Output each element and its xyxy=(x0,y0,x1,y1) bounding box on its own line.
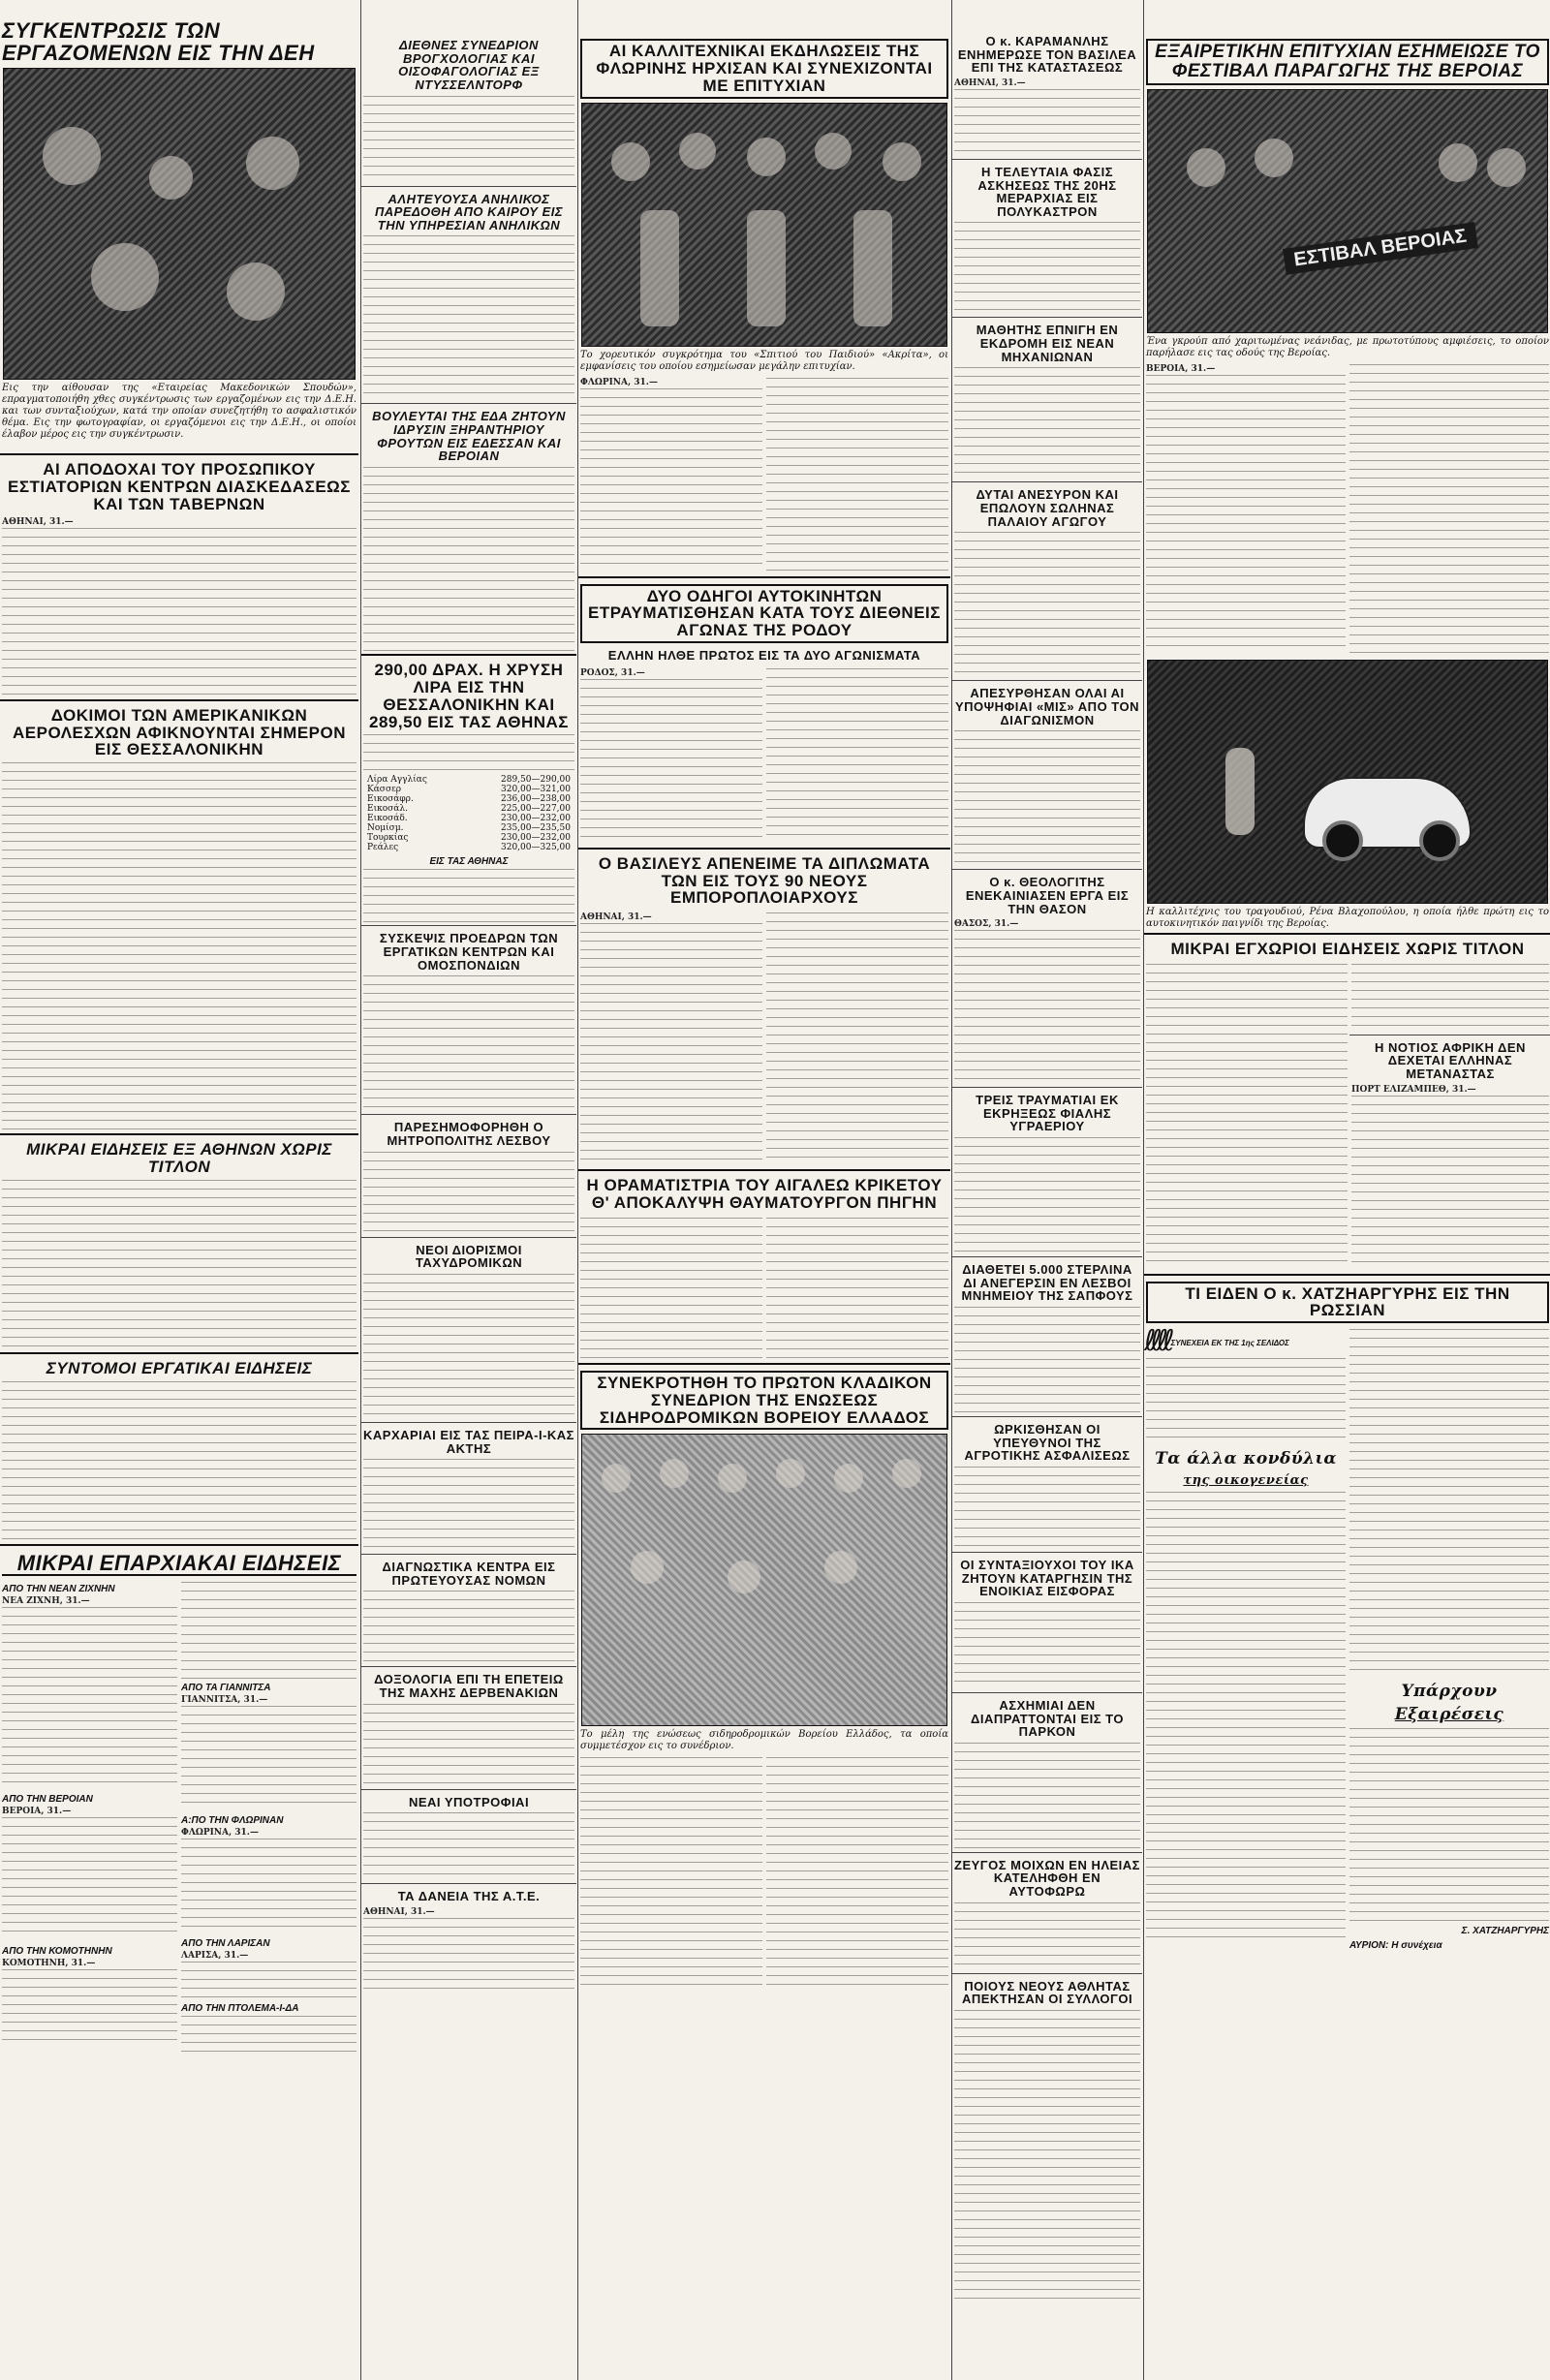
headline-20th-division: Η ΤΕΛΕΥΤΑΙΑ ΦΑΣΙΣ ΑΣΚΗΣΕΩΣ ΤΗΣ 20ΗΣ ΜΕΡΑΡΧΙΑΣ ΕΙΣ ΠΟΛΥΚΑΣΤΡΟΝ xyxy=(977,164,1117,219)
headline-sharks-piraeus: ΚΑΡΧΑΡΙΑΙ ΕΙΣ ΤΑΣ ΠΕΙΡΑ-Ι-ΚΑΣ ΑΚΤΗΣ xyxy=(363,1427,574,1456)
headline-postal-appointments: ΝΕΟΙ ΔΙΟΡΙΣΜΟΙ ΤΑΧΥΔΡΟΜΙΚΩΝ xyxy=(415,1242,523,1271)
gold-row: Εικοσάλ. 225,00—227,00 xyxy=(367,804,571,815)
subhead-other-items: Τα άλλα κονδύλια xyxy=(1155,1449,1337,1469)
column-5 xyxy=(1143,0,1550,2380)
photo-railway-congress xyxy=(581,1434,947,1726)
headline-eda-dryer: ΒΟΥΛΕΥΤΑΙ ΤΗΣ ΕΔΑ ΖΗΤΟΥΝ ΙΔΡΥΣΙΝ ΞΗΡΑΝΤΗΡΙΟΥ ΦΡΟΥΤΩΝ ΕΙΣ ΕΔΕΣΣΑΝ ΚΑΙ ΒΕΡΟΙΑΝ xyxy=(372,409,566,464)
headline-athens-short-news: ΜΙΚΡΑΙ ΕΙΔΗΣΕΙΣ ΕΞ ΑΘΗΝΩΝ ΧΩΡΙΣ ΤΙΤΛΟΝ xyxy=(26,1140,332,1177)
headline-king-diplomas: Ο ΒΑΣΙΛΕΥΣ ΑΠΕΝΕΙΜΕ ΤΑ ΔΙΠΛΩΜΑΤΑ ΤΩΝ ΕΙΣ ΤΟΥΣ 90 ΝΕΟΥΣ ΕΜΠΟΡΟΠΛΟΙΑΡΧΟΥΣ xyxy=(598,853,931,908)
caption-festival-parade: Ένα γκρούπ από χαριτωμένας νεάνιδας, με πρωτοτύπους αμφιέσεις, το οποίον παρήλασε εις τας οδούς της Βεροίας. xyxy=(1146,335,1549,358)
dateline: ΝΕΑ ΖΙΧΝΗ, 31.— xyxy=(2,1595,90,1606)
photo-dei-workers xyxy=(3,68,356,380)
subhead-exceptions: Εξαιρέσεις xyxy=(1394,1705,1504,1725)
headline-new-athletes: ΠΟΙΟΥΣ ΝΕΟΥΣ ΑΘΛΗΤΑΣ ΑΠΕΚΤΗΣΑΝ ΟΙ ΣΥΛΛΟΓΟΙ xyxy=(961,1978,1133,2007)
headline-veroia-festival: ΕΞΑΙΡΕΤΙΚΗΝ ΕΠΙΤΥΧΙΑΝ ΕΣΗΜΕΙΩΣΕ ΤΟ ΦΕΣΤΙΒΑΛ ΠΑΡΑΓΩΓΗΣ ΤΗΣ ΒΕΡΟΙΑΣ xyxy=(1146,39,1549,85)
signature: Σ. ΧΑΤΖΗΑΡΓΥΡΗΣ xyxy=(1461,1926,1549,1937)
gold-row: Νομίσμ. 235,00—235,50 xyxy=(367,823,571,834)
dateline: ΑΘΗΝΑΙ, 31.— xyxy=(954,77,1026,88)
caption-railway-congress: Το μέλη της ενώσεως σιδηροδρομικών Βορείου Ελλάδος, τα οποία συμμετέσχον εις το συνέδριον. xyxy=(580,1729,948,1752)
sub-veroia: ΑΠΟ ΤΗΝ ΒΕΡΟΙΑΝ xyxy=(2,1793,93,1805)
dateline: ΡΟΔΟΣ, 31.— xyxy=(580,667,645,678)
headline-diagnostic-centers: ΔΙΑΓΝΩΣΤΙΚΑ ΚΕΝΤΡΑ ΕΙΣ ΠΡΩΤΕΥΟΥΣΑΣ ΝΟΜΩΝ xyxy=(382,1560,556,1588)
festival-banner: ΕΣΤΙΒΑΛ ΒΕΡΟΙΑΣ xyxy=(1283,222,1477,275)
headline-park-incidents: ΑΣΧΗΜΙΑΙ ΔΕΝ ΔΙΑΠΡΑΤΤΟΝΤΑΙ ΕΙΣ ΤΟ ΠΑΡΚΟΝ xyxy=(971,1697,1124,1740)
sub-giannitsa: ΑΠΟ ΤΑ ΓΙΑΝΝΙΤΣΑ xyxy=(181,1682,271,1693)
headline-gas-explosion: ΤΡΕΙΣ ΤΡΑΥΜΑΤΙΑΙ ΕΚ ΕΚΡΗΞΕΩΣ ΦΙΑΛΗΣ ΥΓΡΑΕΡΙΟΥ xyxy=(976,1093,1119,1134)
continued-note: ΣΥΝΕΧΕΙΑ ΕΚ ΤΗΣ 1ης ΣΕΛΙΔΟΣ xyxy=(1170,1338,1289,1347)
headline-karamanlis-king: Ο κ. ΚΑΡΑΜΑΝΛΗΣ ΕΝΗΜΕΡΩΣΕ ΤΟΝ ΒΑΣΙΛΕΑ ΕΠΙ ΤΗΣ ΚΑΤΑΣΤΑΣΕΩΣ xyxy=(957,34,1137,76)
headline-dervenakia-doxology: ΔΟΞΟΛΟΓΙΑ ΕΠΙ ΤΗ ΕΠΕΤΕΙΩ ΤΗΣ ΜΑΧΗΣ ΔΕΡΒΕΝΑΚΙΩΝ xyxy=(374,1672,564,1701)
headline-vagrant-minor: ΑΛΗΤΕΥΟΥΣΑ ΑΝΗΛΙΚΟΣ ΠΑΡΕΔΟΘΗ ΑΠΟ ΚΑΙΡΟΥ ΕΙΣ ΤΗΝ ΥΠΗΡΕΣΙΑΝ ΑΝΗΛΙΚΩΝ xyxy=(374,191,564,232)
dateline: ΛΑΡΙΣΑ, 31.— xyxy=(181,1950,249,1961)
headline-bronchology-congress: ΔΙΕΘΝΕΣ ΣΥΝΕΔΡΙΟΝ ΒΡΟΓΧΟΛΟΓΙΑΣ ΚΑΙ ΟΙΣΟΦΑΓΟΛΟΓΙΑΣ ΕΞ ΝΤΥΣΣΕΛΝΤΟΡΦ xyxy=(398,38,540,92)
caption-dei-workers: Εις την αίθουσαν της «Εταιρείας Μακεδονικών Σπουδών», επραγματοποιήθη χθες συγκέντρωσις των εργαζομένων εις την Δ.Ε.Η. και των συνταξιούχων, κατά την οποίαν συνεζητήθη το ασφαλιστικόν θέμα. Εις την φωτογραφίαν, οι εργαζόμενοι εις την Δ.Ε.Η., οι οποίοι έλαβον μέρος εις την συγκέντρωσιν. xyxy=(2,383,356,441)
headline-agricultural-insurance: ΩΡΚΙΣΘΗΣΑΝ ΟΙ ΥΠΕΥΘΥΝΟΙ ΤΗΣ ΑΓΡΟΤΙΚΗΣ ΑΣΦΑΛΙΣΕΩΣ xyxy=(964,1422,1131,1464)
column-1 xyxy=(0,0,358,2380)
column-2 xyxy=(360,0,576,2380)
headline-divers-pipes: ΔΥΤΑΙ ΑΝΕΣΥΡΟΝ ΚΑΙ ΕΠΩΛΟΥΝ ΣΩΛΗΝΑΣ ΠΑΛΑΙΟΥ ΑΓΩΓΟΥ xyxy=(976,487,1119,529)
dateline: ΠΟΡΤ ΕΛΙΖΑΜΠΕΘ, 31.— xyxy=(1351,1084,1476,1095)
caption-car-singer: Η καλλιτέχνις του τραγουδιού, Ρένα Βλαχοπούλου, η οποία ήλθε πρώτη εις το αυτοκινητικόν παιγνίδι της Βεροίας. xyxy=(1146,906,1549,929)
column-4 xyxy=(951,0,1142,2380)
headline-florina-events: ΑΙ ΚΑΛΛΙΤΕΧΝΙΚΑΙ ΕΚΔΗΛΩΣΕΙΣ ΤΗΣ ΦΛΩΡΙΝΗΣ ΗΡΧΙΣΑΝ ΚΑΙ ΣΥΝΕΧΙΖΟΝΤΑΙ ΜΕ ΕΠΙΤΥΧΙΑΝ xyxy=(580,39,948,99)
sub-nea-zichni: ΑΠΟ ΤΗΝ ΝΕΑΝ ΖΙΧΝΗΝ xyxy=(2,1583,115,1594)
dateline: ΑΘΗΝΑΙ, 31.— xyxy=(580,912,652,923)
headline-railway-congress: ΣΥΝΕΚΡΟΤΗΘΗ ΤΟ ΠΡΩΤΟΝ ΚΛΑΔΙΚΟΝ ΣΥΝΕΔΡΙΟΝ ΤΗΣ ΕΝΩΣΕΩΣ ΣΙΔΗΡΟΔΡΟΜΙΚΩΝ ΒΟΡΕΙΟΥ ΕΛΛΑΔΟΣ xyxy=(580,1371,948,1431)
dateline: ΦΛΩΡΙΝΑ, 31.— xyxy=(580,377,658,387)
subhead-rhodes-racing: ΕΛΛΗΝ ΗΛΘΕ ΠΡΩΤΟΣ ΕΙΣ ΤΑ ΔΥΟ ΑΓΩΝΙΣΜΑΤΑ xyxy=(607,648,921,664)
wheel-shape xyxy=(1419,820,1460,861)
dateline: ΒΕΡΟΙΑ, 31.— xyxy=(1146,363,1216,374)
headline-dei-gathering: ΣΥΓΚΕΝΤΡΩΣΙΣ ΤΩΝ ΕΡΓΑΖΟΜΕΝΩΝ ΕΙΣ ΤΗΝ ΔΕΗ xyxy=(2,18,315,66)
gold-row: Ρεάλες 320,00—325,00 xyxy=(367,843,571,853)
dateline: ΒΕΡΟΙΑ, 31.— xyxy=(2,1806,72,1816)
photo-florina-dancers xyxy=(581,103,947,347)
headline-theologitis-thasos: Ο κ. ΘΕΟΛΟΓΙΤΗΣ ΕΝΕΚΑΙΝΙΑΣΕΝ ΕΡΓΑ ΕΙΣ ΤΗΝ ΘΑΣΟΝ xyxy=(965,875,1130,916)
headline-hatziargyris-russia: ΤΙ ΕΙΔΕΝ Ο κ. ΧΑΤΖΗΑΡΓΥΡΗΣ ΕΙΣ ΤΗΝ ΡΩΣΣΙΑΝ xyxy=(1146,1282,1549,1324)
dateline: ΚΟΜΟΤΗΝΗ, 31.— xyxy=(2,1958,96,1968)
sub-athens-gold: ΕΙΣ ΤΑΣ ΑΘΗΝΑΣ xyxy=(429,856,509,868)
dateline: ΑΘΗΝΑΙ, 31.— xyxy=(2,516,74,527)
gold-row: Εικοσάδ. 230,00—232,00 xyxy=(367,814,571,824)
subhead-there-are: Υπάρχουν xyxy=(1401,1682,1498,1702)
headline-american-aeroclubs: ΔΟΚΙΜΟΙ ΤΩΝ ΑΜΕΡΙΚΑΝΙΚΩΝ ΑΕΡΟΛΕΣΧΩΝ ΑΦΙΚΝΟΥΝΤΑΙ ΣΗΜΕΡΟΝ ΕΙΣ ΘΕΣΣΑΛΟΝΙΚΗΝ xyxy=(12,705,347,759)
headline-adulterers-ilia: ΖΕΥΓΟΣ ΜΟΙΧΩΝ ΕΝ ΗΛΕΙΑΣ ΚΑΤΕΛΗΦΘΗ ΕΝ ΑΥΤΟΦΩΡΩ xyxy=(954,1857,1140,1900)
subhead-family: της οικογενείας xyxy=(1183,1473,1309,1489)
gold-row: Κάσσερ 320,00—321,00 xyxy=(367,785,571,795)
headline-lesvos-metropolitan: ΠΑΡΕΣΗΜΟΦΟΡΗΘΗ Ο ΜΗΤΡΟΠΟΛΙΤΗΣ ΛΕΣΒΟΥ xyxy=(387,1120,551,1148)
sub-komotini: ΑΠΟ ΤΗΝ ΚΟΜΟΤΗΝΗΝ xyxy=(2,1945,112,1957)
column-3 xyxy=(577,0,950,2380)
dateline: ΦΛΩΡΙΝΑ, 31.— xyxy=(181,1827,259,1838)
headline-local-news: ΜΙΚΡΑΙ ΕΓΧΩΡΙΟΙ ΕΙΔΗΣΕΙΣ ΧΩΡΙΣ ΤΙΤΛΟΝ xyxy=(1170,939,1525,958)
dateline: ΑΘΗΝΑΙ, 31.— xyxy=(363,1907,435,1918)
headline-south-africa: Η ΝΟΤΙΟΣ ΑΦΡΙΚΗ ΔΕΝ ΔΕΧΕΤΑΙ ΕΛΛΗΝΑΣ ΜΕΤΑΝΑΣΤΑΣ xyxy=(1375,1039,1526,1081)
dateline: ΓΙΑΝΝΙΤΣΑ, 31.— xyxy=(181,1694,268,1705)
photo-car-singer xyxy=(1147,660,1548,904)
gold-row: Τουρκίας 230,00—232,00 xyxy=(367,833,571,844)
gold-row: Εικοσάφρ. 236,00—238,00 xyxy=(367,794,571,805)
ornament-icon: ℓℓℓℓ xyxy=(1144,1324,1169,1359)
headline-ika-pensioners: ΟΙ ΣΥΝΤΑΞΙΟΥΧΟΙ ΤΟΥ ΙΚΑ ΖΗΤΟΥΝ ΚΑΤΑΡΓΗΣΙΝ ΤΗΣ ΕΝΟΙΚΙΑΣ ΕΙΣΦΟΡΑΣ xyxy=(960,1557,1134,1599)
headline-new-scholarships: ΝΕΑΙ ΥΠΟΤΡΟΦΙΑΙ xyxy=(408,1794,530,1809)
dateline: ΘΑΣΟΣ, 31.— xyxy=(954,919,1019,930)
sub-ptolemaida: ΑΠΟ ΤΗΝ ΠΤΟΛΕΜΑ-Ι-ΔΑ xyxy=(181,2002,299,2014)
gold-row: Λίρα Αγγλίας 289,50—290,00 xyxy=(367,775,571,786)
headline-aigaleo-visionary: Η ΟΡΑΜΑΤΙΣΤΡΙΑ ΤΟΥ ΑΙΓΑΛΕΩ ΚΡΙΚΕΤΟΥ Θ' ΑΠΟΚΑΛΥΨΗ ΘΑΥΜΑΤΟΥΡΓΟΝ ΠΗΓΗΝ xyxy=(586,1176,943,1213)
sub-larisa: ΑΠΟ ΤΗΝ ΛΑΡΙΣΑΝ xyxy=(181,1937,270,1949)
headline-rhodes-racing: ΔΥΟ ΟΔΗΓΟΙ ΑΥΤΟΚΙΝΗΤΩΝ ΕΤΡΑΥΜΑΤΙΣΘΗΣΑΝ ΚΑΤΑ ΤΟΥΣ ΔΙΕΘΝΕΙΣ ΑΓΩΝΑΣ ΤΗΣ ΡΟΔΟΥ xyxy=(580,584,948,644)
headline-labor-news: ΣΥΝΤΟΜΟΙ ΕΡΓΑΤΙΚΑΙ ΕΙΔΗΣΕΙΣ xyxy=(46,1358,313,1377)
headline-miss-withdrawn: ΑΠΕΣΥΡΘΗΣΑΝ ΟΛΑΙ ΑΙ ΥΠΟΨΗΦΙΑΙ «ΜΙΣ» ΑΠΟ ΤΟΝ ΔΙΑΓΩΝΙΣΜΟΝ xyxy=(954,686,1139,727)
wheel-shape xyxy=(1322,820,1363,861)
headline-sappho-monument: ΔΙΑΘΕΤΕΙ 5.000 ΣΤΕΡΛΙΝΑ ΔΙ ΑΝΕΓΕΡΣΙΝ ΕΝ ΛΕΣΒΟΙ ΜΝΗΜΕΙΟΥ ΤΗΣ ΣΑΠΦΟΥΣ xyxy=(961,1262,1133,1304)
caption-florina-dancers: Το χορευτικόν συγκρότημα του «Σπιτιού του Παιδιού» «Ακρίτα», οι εμφανίσεις του οποίου εσημείωσαν μεγάλην επιτυχίαν. xyxy=(580,349,948,372)
tomorrow-note: ΑΥΡΙΟΝ: Η συνέχεια xyxy=(1349,1940,1442,1952)
headline-student-drowned: ΜΑΘΗΤΗΣ ΕΠΝΙΓΗ ΕΝ ΕΚΔΡΟΜΗ ΕΙΣ ΝΕΑΝ ΜΗΧΑΝΙΩΝΑΝ xyxy=(976,323,1119,364)
headline-restaurant-wages: ΑΙ ΑΠΟΔΟΧΑΙ ΤΟΥ ΠΡΟΣΩΠΙΚΟΥ ΕΣΤΙΑΤΟΡΙΩΝ ΚΕΝΤΡΩΝ ΔΙΑΣΚΕΔΑΣΕΩΣ ΚΑΙ ΤΩΝ ΤΑΒΕΡΝΩΝ xyxy=(7,460,352,513)
headline-provincial-news: ΜΙΚΡΑΙ ΕΠΑΡΧΙΑΚΑΙ ΕΙΔΗΣΕΙΣ xyxy=(2,1552,356,1576)
gold-price-table xyxy=(367,775,571,852)
headline-gold-sovereign: 290,00 ΔΡΑΧ. Η ΧΡΥΣΗ ΛΙΡΑ ΕΙΣ ΤΗΝ ΘΕΣΣΑΛΟΝΙΚΗΝ ΚΑΙ 289,50 ΕΙΣ ΤΑΣ ΑΘΗΝΑΣ xyxy=(369,661,569,731)
headline-ate-loans: ΤΑ ΔΑΝΕΙΑ ΤΗΣ Α.Τ.Ε. xyxy=(397,1889,541,1904)
sub-florina: Α:ΠΟ ΤΗΝ ΦΛΩΡΙΝΑΝ xyxy=(181,1814,284,1826)
headline-labor-presidents: ΣΥΣΚΕΨΙΣ ΠΡΟΕΔΡΩΝ ΤΩΝ ΕΡΓΑΤΙΚΩΝ ΚΕΝΤΡΩΝ ΚΑΙ ΟΜΟΣΠΟΝΔΙΩΝ xyxy=(379,931,559,973)
photo-festival-parade xyxy=(1147,89,1548,333)
